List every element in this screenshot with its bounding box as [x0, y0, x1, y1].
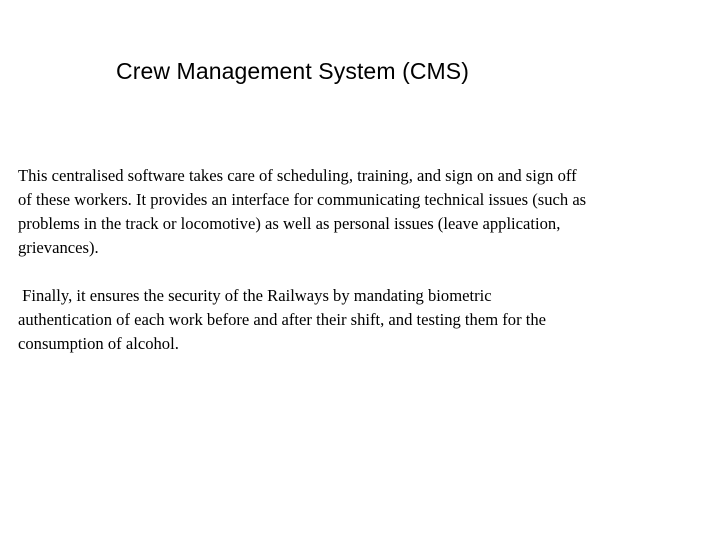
body-paragraph-1 — [18, 164, 714, 260]
paragraph-1-line-4: grievances). — [18, 238, 99, 257]
paragraph-2-line-2: authentication of each work before and after their shift, and testing them for the — [18, 310, 547, 329]
paragraph-2-line-3: consumption of alcohol. — [18, 334, 179, 353]
paragraph-1-line-2: of these workers. It provides an interface for communicating technical issues (such as — [18, 190, 587, 209]
paragraph-2-line-1: Finally, it ensures the security of the Railways by mandating biometric — [18, 286, 492, 305]
paragraph-1-line-3: problems in the track or locomotive) as well as personal issues (leave application, — [18, 214, 561, 233]
paragraph-1-line-1: This centralised software takes care of scheduling, training, and sign on and sign off — [18, 166, 577, 185]
slide-title: Crew Management System (CMS) — [116, 58, 469, 84]
body-paragraph-2 — [18, 284, 714, 356]
